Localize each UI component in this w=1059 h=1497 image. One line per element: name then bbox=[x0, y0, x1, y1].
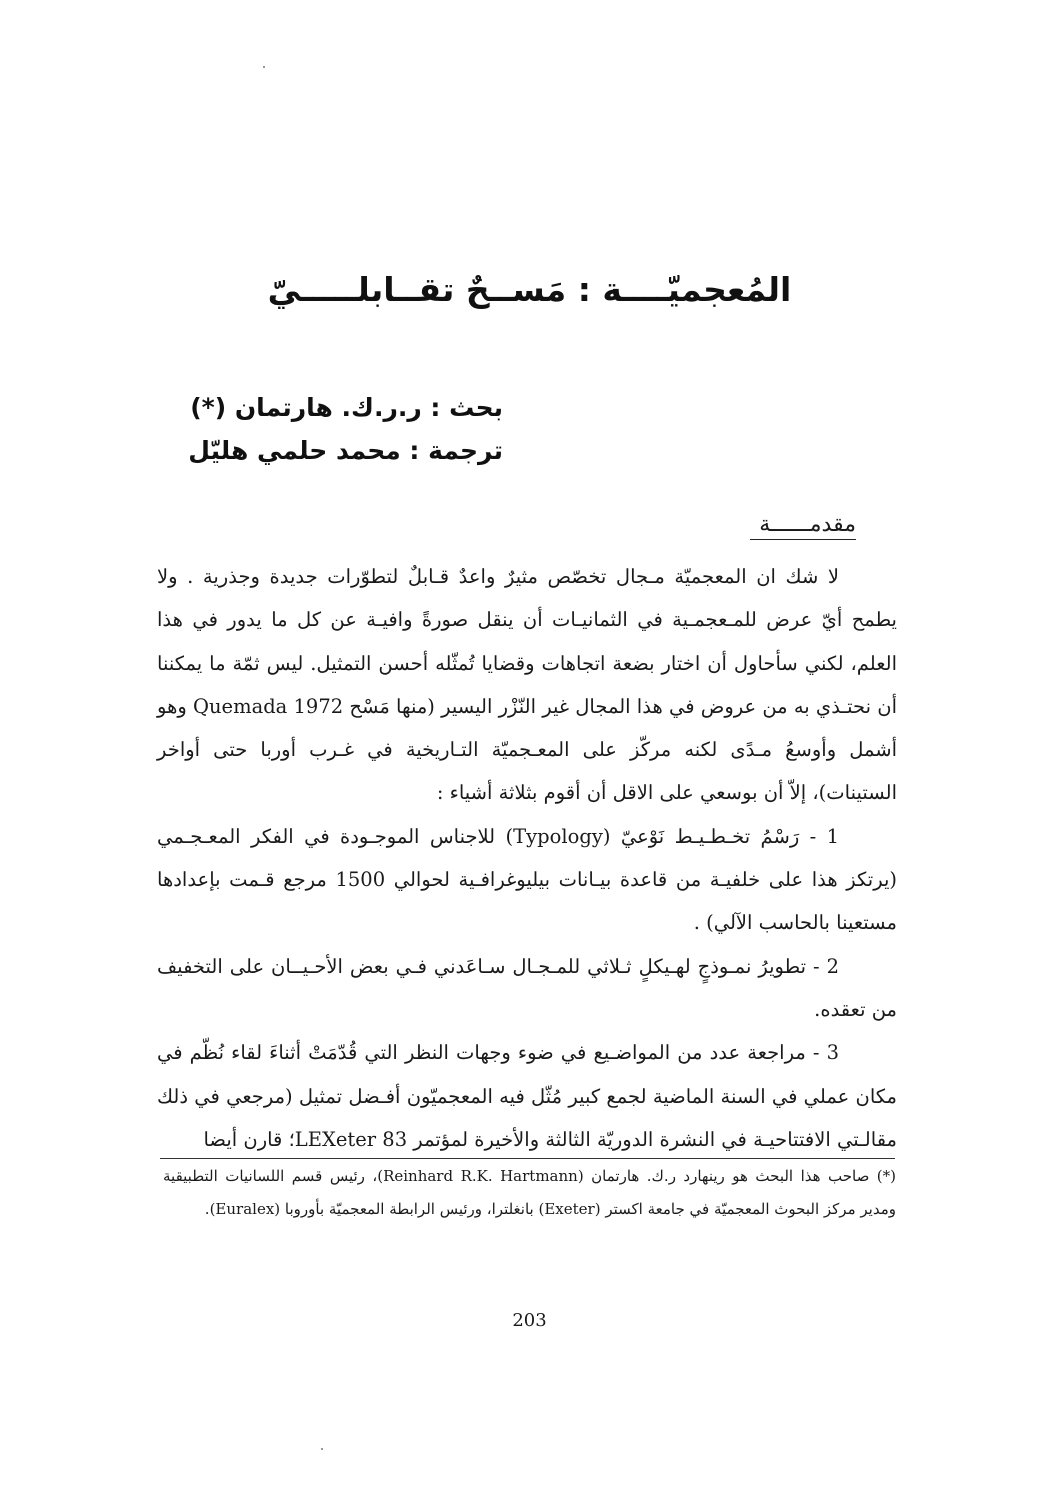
article-title: المُعجميّــــة : مَســحٌ تقــابلـــــيّ bbox=[267, 270, 792, 309]
paragraph: لا شك ان المعجميّة مـجال تخصّص مثيرٌ واعدٌ قـابلٌ لتطوّرات جديدة وجذرية . ولا يطمح أيّ عرض للمـعجمـية في الثمانيـات أن ينقل صورةً وافيـة عن كل ما يدور في هذا العلم، لكني سأحاول أن اختار بضعة اتجاهات وقضايا تُمثّله أحسن التمثيل. ليس ثمّة ما يمكننا أن نحتـذي به من عروض في هذا المجال غير النّزْر اليسير (منها مَسْح Quemada 1972 وهو أشمل وأوسعُ مـدًى لكنه مركّز على المعـجميّة التـاريخية في غـرب أوربا حتى أواخر الستينات)، إلاّ أن بوسعي على الاقل أن أقوم بثلاثة أشياء : bbox=[157, 565, 897, 805]
section-heading-introduction: مقدمــــــة bbox=[750, 512, 856, 540]
paragraph: 3 - مراجعة عدد من المواضـيع في ضوء وجهات النظر التي قُدّمَتْ أثناءَ لقاء نُظّم في مكان عملي في السنة الماضية لجمع كبير مُثّل فيه المعجميّون أفـضل تمثيل (مرجعي في ذلك مقالـتي الافتتاحيـة في النشرة الدوريّة الثالثة والأخيرة لمؤتمر LEXeter 83؛ قارن أيضا bbox=[157, 1041, 897, 1151]
translator-line: ترجمة : محمد حلمي هليّل bbox=[188, 436, 503, 465]
footnote bbox=[163, 1160, 896, 1226]
page-number: 203 bbox=[512, 1310, 547, 1331]
scan-speck bbox=[263, 66, 265, 68]
scan-speck bbox=[321, 1448, 323, 1450]
author-line: بحث : ر.ر.ك. هارتمان (*) bbox=[190, 393, 503, 422]
paragraph: 1 - رَسْمُ تخـطـيـط نَوْعيّ (Typology) للاجناس الموجـودة في الفكر المعـجـمي (يرتكز هذا على خلفيـة من قاعدة بيـانات بيليوغرافـية لحوالي 1500 مرجع قـمت بإعدادها مستعينا بالحاسب الآلي) . bbox=[157, 824, 897, 935]
footnote-divider bbox=[160, 1158, 895, 1159]
paragraph: 2 - تطويرُ نمـوذجٍ لهـيكلٍ ثـلاثي للمـجـال سـاعَدني فـي بعض الأحـيــان على التخفيف من تعقده. bbox=[157, 954, 897, 1021]
body-text bbox=[157, 555, 897, 1161]
footnote-text: (*) صاحب هذا البحث هو رينهارد ر.ك. هارتمان (Reinhard R.K. Hartmann)، رئيس قسم اللسانيات التطبيقية ومدير مركز البحوث المعجميّة في جامعة اكستر (Exeter) بانغلترا، ورئيس الرابطة المعجميّة بأوروبا (Euralex). bbox=[163, 1167, 897, 1218]
